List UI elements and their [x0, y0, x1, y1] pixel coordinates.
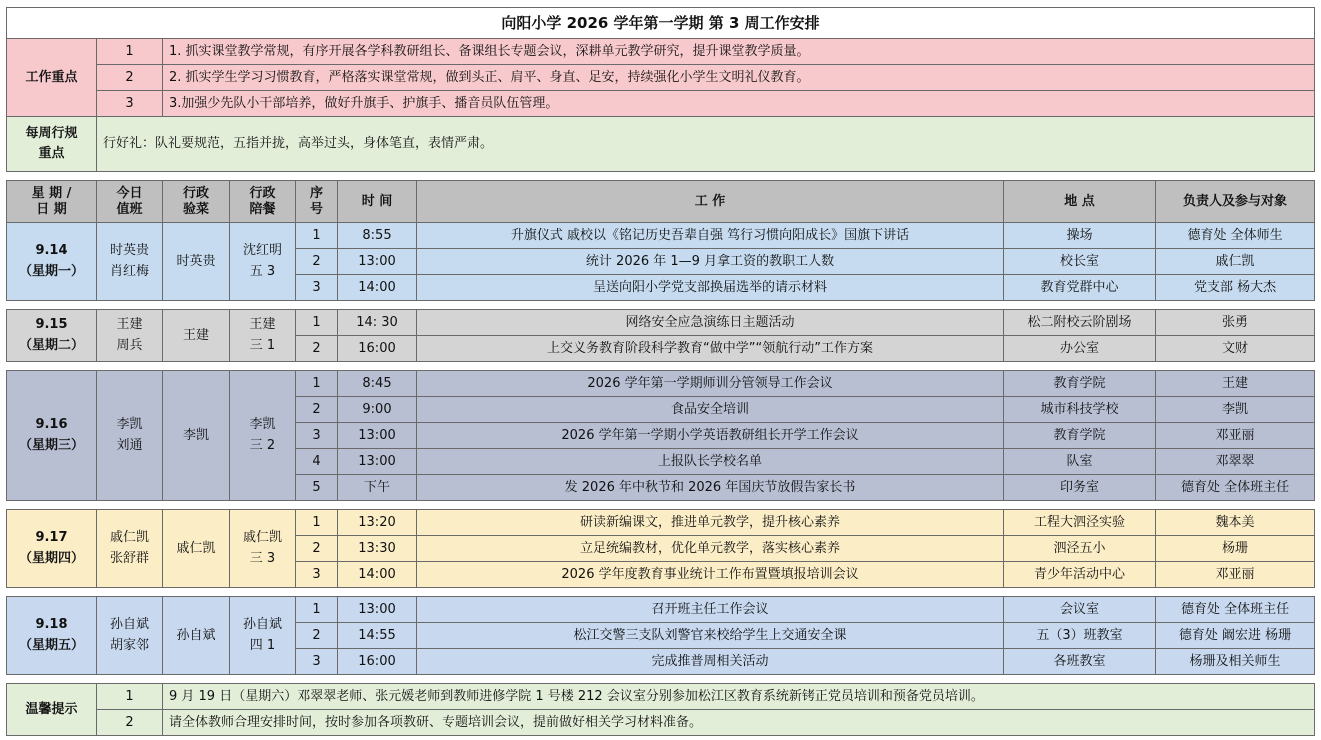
day-cell: [7, 597, 97, 675]
duty-name: 肖红梅: [109, 263, 149, 279]
header-date-line: 星 期 /: [31, 185, 72, 201]
header-place: 地 点: [1004, 181, 1156, 223]
row-time: 8:45: [338, 371, 417, 397]
day-cell: [7, 371, 97, 501]
row-person: 张勇: [1156, 310, 1315, 336]
table-row: [7, 510, 1315, 536]
day-date: 9.15: [35, 317, 68, 333]
day-date: 9.18: [35, 617, 68, 633]
schedule-sheet: [6, 7, 1314, 736]
table-header: [7, 181, 1315, 223]
row-no: 3: [296, 423, 338, 449]
row-work: 召开班主任工作会议: [417, 597, 1004, 623]
weekly-rule-row: [7, 117, 1315, 172]
row-person: 德育处 全体班主任: [1156, 597, 1315, 623]
row-time: 14:00: [338, 562, 417, 588]
day-weekday: （星期一）: [18, 263, 84, 279]
food-cell: 李凯: [163, 371, 230, 501]
meal-class: 四 1: [249, 637, 276, 653]
row-time: 13:30: [338, 536, 417, 562]
meal-cell: [230, 597, 296, 675]
food-cell: 孙自斌: [163, 597, 230, 675]
duty-name: 孙自斌: [109, 617, 149, 633]
day-date: 9.17: [35, 530, 68, 546]
duty-name: 张舒群: [109, 550, 149, 566]
row-no: 2: [296, 536, 338, 562]
tips-label: 温馨提示: [7, 684, 97, 736]
duty-name: 李凯: [116, 417, 143, 433]
tips-text: 9 月 19 日（星期六）邓翠翠老师、张元媛老师到教师进修学院 1 号楼 212 会议室分别参加松江区教育系统新铐正党员培训和预备党员培训。: [163, 684, 1315, 710]
row-work: 研读新编课文，推进单元教学，提升核心素养: [417, 510, 1004, 536]
tips-no: 1: [97, 684, 163, 710]
row-time: 13:00: [338, 597, 417, 623]
focus-no: 1: [97, 39, 163, 65]
row-person: 文财: [1156, 336, 1315, 362]
row-person: 杨珊及相关师生: [1156, 649, 1315, 675]
header-duty-line: 值班: [116, 201, 143, 217]
header-meal: [230, 181, 296, 223]
header-food-line: 验菜: [182, 201, 209, 217]
day-weekday: （星期五）: [18, 637, 84, 653]
header-time: 时 间: [338, 181, 417, 223]
day-weekday: （星期二）: [18, 337, 84, 353]
row-place: 五（3）班教室: [1004, 623, 1156, 649]
day-date: 9.14: [35, 243, 68, 259]
weekly-rule-label-line: 重点: [38, 146, 65, 161]
row-work: 发 2026 年中秋节和 2026 年国庆节放假告家长书: [417, 475, 1004, 501]
tips-row: [7, 684, 1315, 710]
meal-name: 李凯: [249, 417, 276, 433]
row-person: 邓亚丽: [1156, 562, 1315, 588]
duty-name: 胡家邻: [109, 637, 149, 653]
table-row: [7, 371, 1315, 397]
row-place: 教育党群中心: [1004, 275, 1156, 301]
weekly-rule-label: [7, 117, 97, 172]
header-food: [163, 181, 230, 223]
row-no: 1: [296, 371, 338, 397]
duty-name: 周兵: [116, 337, 143, 353]
food-cell: 时英贵: [163, 223, 230, 301]
tips-row: [7, 710, 1315, 736]
meal-cell: [230, 510, 296, 588]
meal-cell: [230, 223, 296, 301]
day-date: 9.16: [35, 417, 68, 433]
header-no-line: 号: [309, 201, 323, 217]
duty-cell: [97, 597, 163, 675]
focus-text: 3.加强少先队小干部培养，做好升旗手、护旗手、播音员队伍管理。: [163, 91, 1315, 117]
focus-row: [7, 39, 1315, 65]
row-place: 各班教室: [1004, 649, 1156, 675]
row-no: 1: [296, 223, 338, 249]
header-date: [7, 181, 97, 223]
row-work: 食品安全培训: [417, 397, 1004, 423]
duty-cell: [97, 371, 163, 501]
row-place: 泗泾五小: [1004, 536, 1156, 562]
row-time: 9:00: [338, 397, 417, 423]
header-no-line: 序: [309, 185, 323, 201]
row-work: 上报队长学校名单: [417, 449, 1004, 475]
row-person: 李凯: [1156, 397, 1315, 423]
row-time: 16:00: [338, 649, 417, 675]
duty-name: 时英贵: [109, 243, 149, 259]
duty-cell: [97, 223, 163, 301]
row-no: 2: [296, 623, 338, 649]
focus-no: 2: [97, 65, 163, 91]
row-time: 13:20: [338, 510, 417, 536]
row-work: 松江交警三支队刘警官来校给学生上交通安全课: [417, 623, 1004, 649]
row-place: 印务室: [1004, 475, 1156, 501]
row-no: 3: [296, 562, 338, 588]
row-no: 4: [296, 449, 338, 475]
row-no: 1: [296, 310, 338, 336]
header-meal-line: 行政: [249, 185, 276, 201]
day-cell: [7, 510, 97, 588]
row-person: 王建: [1156, 371, 1315, 397]
row-place: 校长室: [1004, 249, 1156, 275]
row-time: 13:00: [338, 449, 417, 475]
duty-name: 刘通: [116, 437, 143, 453]
row-person: 党支部 杨大杰: [1156, 275, 1315, 301]
row-time: 14: 30: [338, 310, 417, 336]
focus-row: [7, 65, 1315, 91]
duty-cell: [97, 510, 163, 588]
day-weekday: （星期四）: [18, 550, 84, 566]
row-work: 2026 学年第一学期小学英语教研组长开学工作会议: [417, 423, 1004, 449]
duty-name: 戚仁凯: [109, 530, 149, 546]
table-row: [7, 597, 1315, 623]
row-person: 德育处 全体师生: [1156, 223, 1315, 249]
row-place: 教育学院: [1004, 371, 1156, 397]
header-person: 负责人及参与对象: [1156, 181, 1315, 223]
row-time: 14:55: [338, 623, 417, 649]
row-place: 会议室: [1004, 597, 1156, 623]
focus-text: 2. 抓实学生学习习惯教育，严格落实课堂常规，做到头正、肩平、身直、足安，持续强化小学生文明礼仪教育。: [163, 65, 1315, 91]
header-work: 工 作: [417, 181, 1004, 223]
meal-name: 孙自斌: [242, 617, 282, 633]
header-meal-line: 陪餐: [249, 201, 276, 217]
header-no: [296, 181, 338, 223]
day-weekday: （星期三）: [18, 437, 84, 453]
row-no: 2: [296, 397, 338, 423]
meal-name: 沈红明: [242, 243, 282, 259]
row-work: 立足统编教材，优化单元教学，落实核心素养: [417, 536, 1004, 562]
row-place: 办公室: [1004, 336, 1156, 362]
row-no: 5: [296, 475, 338, 501]
row-person: 德育处 全体班主任: [1156, 475, 1315, 501]
focus-row: [7, 91, 1315, 117]
row-place: 操场: [1004, 223, 1156, 249]
food-cell: 戚仁凯: [163, 510, 230, 588]
tips-text: 请全体教师合理安排时间，按时参加各项教研、专题培训会议，提前做好相关学习材料准备。: [163, 710, 1315, 736]
table-row: [7, 310, 1315, 336]
row-place: 城市科技学校: [1004, 397, 1156, 423]
row-work: 完成推普周相关活动: [417, 649, 1004, 675]
row-place: 工程大泗泾实验: [1004, 510, 1156, 536]
meal-class: 五 3: [249, 263, 276, 279]
row-time: 8:55: [338, 223, 417, 249]
focus-text: 1. 抓实课堂教学常规，有序开展各学科教研组长、备课组长专题会议，深耕单元教学研究，提升课堂教学质量。: [163, 39, 1315, 65]
row-person: 邓亚丽: [1156, 423, 1315, 449]
row-no: 1: [296, 597, 338, 623]
day-cell: [7, 310, 97, 362]
row-place: 松二附校云阶剧场: [1004, 310, 1156, 336]
meal-class: 三 3: [249, 550, 276, 566]
row-work: 升旗仪式 戚校以《铭记历史吾辈自强 笃行习惯向阳成长》国旗下讲话: [417, 223, 1004, 249]
meal-name: 王建: [249, 317, 276, 333]
tips-no: 2: [97, 710, 163, 736]
weekly-rule-text: 行好礼：队礼要规范，五指并拢，高举过头，身体笔直，表情严肃。: [97, 117, 1315, 172]
row-person: 戚仁凯: [1156, 249, 1315, 275]
title-row: [7, 8, 1315, 39]
row-no: 3: [296, 275, 338, 301]
row-no: 2: [296, 336, 338, 362]
row-work: 上交义务教育阶段科学教育“做中学”“领航行动”工作方案: [417, 336, 1004, 362]
meal-name: 戚仁凯: [242, 530, 282, 546]
row-work: 统计 2026 年 1—9 月拿工资的教职工人数: [417, 249, 1004, 275]
row-person: 杨珊: [1156, 536, 1315, 562]
row-time: 13:00: [338, 249, 417, 275]
row-work: 2026 学年度教育事业统计工作布置暨填报培训会议: [417, 562, 1004, 588]
focus-label: 工作重点: [7, 39, 97, 117]
row-time: 13:00: [338, 423, 417, 449]
row-no: 2: [296, 249, 338, 275]
page-title: 向阳小学 2026 学年第一学期 第 3 周工作安排: [7, 8, 1315, 39]
weekly-rule-label-line: 每周行规: [25, 125, 78, 141]
row-person: 魏本美: [1156, 510, 1315, 536]
row-no: 3: [296, 649, 338, 675]
header-duty-line: 今日: [116, 185, 143, 201]
row-work: 2026 学年第一学期师训分管领导工作会议: [417, 371, 1004, 397]
row-work: 呈送向阳小学党支部换届选举的请示材料: [417, 275, 1004, 301]
header-date-line: 日 期: [36, 201, 67, 217]
day-cell: [7, 223, 97, 301]
row-person: 邓翠翠: [1156, 449, 1315, 475]
schedule-table: [6, 7, 1315, 736]
table-row: [7, 223, 1315, 249]
food-cell: 王建: [163, 310, 230, 362]
row-time: 16:00: [338, 336, 417, 362]
duty-cell: [97, 310, 163, 362]
row-work: 网络安全应急演练日主题活动: [417, 310, 1004, 336]
row-place: 青少年活动中心: [1004, 562, 1156, 588]
row-place: 教育学院: [1004, 423, 1156, 449]
row-person: 德育处 阚宏进 杨珊: [1156, 623, 1315, 649]
meal-class: 三 1: [249, 337, 276, 353]
focus-no: 3: [97, 91, 163, 117]
header-duty: [97, 181, 163, 223]
row-time: 下午: [338, 475, 417, 501]
row-time: 14:00: [338, 275, 417, 301]
row-no: 1: [296, 510, 338, 536]
header-food-line: 行政: [182, 185, 209, 201]
duty-name: 王建: [116, 317, 143, 333]
meal-class: 三 2: [249, 437, 276, 453]
row-place: 队室: [1004, 449, 1156, 475]
meal-cell: [230, 310, 296, 362]
meal-cell: [230, 371, 296, 501]
